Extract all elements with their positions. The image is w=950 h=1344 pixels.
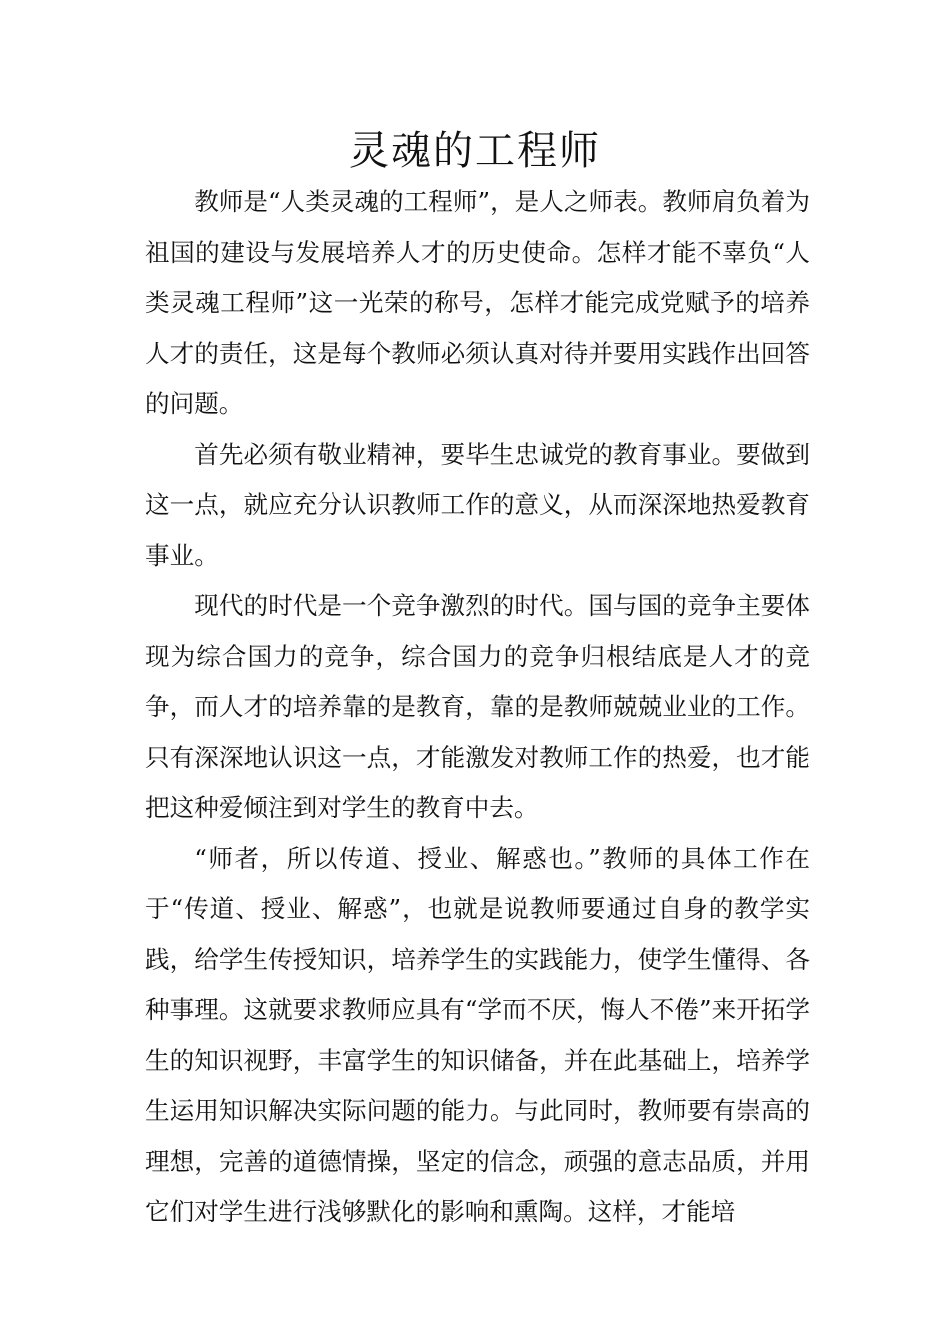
paragraph-1: 教师是“人类灵魂的工程师”，是人之师表。教师肩负着为祖国的建设与发展培养人才的历史使命。怎样才能不辜负“人类灵魂工程师”这一光荣的称号，怎样才能完成党赋予的培养人才的责任，这是每个教师必须认真对待并要用实践作出回答的问题。 — [145, 187, 810, 418]
document-body — [145, 177, 810, 1238]
paragraph-2: 首先必须有敬业精神，要毕生忠诚党的教育事业。要做到这一点，就应充分认识教师工作的意义，从而深深地热爱教育事业。 — [145, 439, 810, 570]
document-title: 灵魂的工程师 — [349, 128, 601, 174]
paragraph-4: “师者，所以传道、授业、解惑也。”教师的具体工作在于“传道、授业、解惑”，也就是说教师要通过自身的教学实践，给学生传授知识，培养学生的实践能力，使学生懂得、各种事理。这就要求教师应具有“学而不厌，悔人不倦”来开拓学生的知识视野，丰富学生的知识储备，并在此基础上，培养学生运用知识解决实际问题的能力。与此同时，教师要有崇高的理想，完善的道德情操，坚定的信念，顽强的意志品质，并用它们对学生进行浅够默化的影响和熏陶。这样，才能培 — [145, 843, 810, 1226]
paragraph-3: 现代的时代是一个竞争激烈的时代。国与国的竞争主要体现为综合国力的竞争，综合国力的竞争归根结底是人才的竞争，而人才的培养靠的是教育，靠的是教师兢兢业业的工作。只有深深地认识这一点，才能激发对教师工作的热爱，也才能把这种爱倾注到对学生的教育中去。 — [145, 591, 810, 822]
